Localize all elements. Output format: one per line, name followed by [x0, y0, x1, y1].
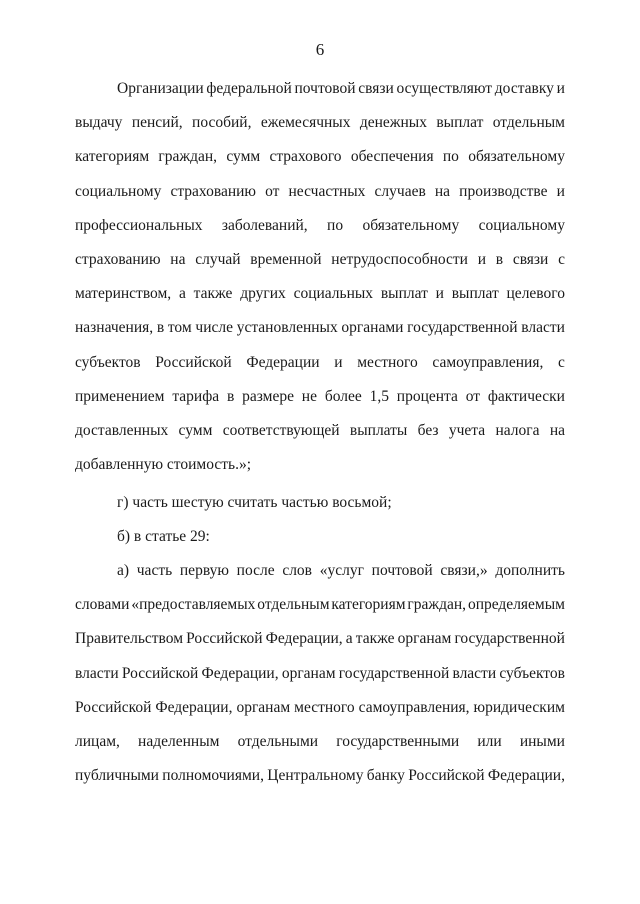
paragraph-line: лицам, наделенным отдельными государственными или иными: [75, 733, 565, 750]
paragraph-line: социальному страхованию от несчастных случаев на производстве и: [75, 182, 565, 200]
paragraph-line: словами «предоставляемых отдельным категориям граждан, определяемым: [75, 596, 565, 614]
paragraph-line: субъектов Российской Федерации и местного самоуправления, с: [75, 353, 565, 371]
paragraph-line: применением тарифа в размере не более 1,5 процента от фактически: [75, 387, 565, 405]
paragraph-line: Правительством Российской Федерации, а также органам государственной: [75, 630, 565, 648]
paragraph-line: профессиональных заболеваний, по обязательному социальному: [75, 216, 565, 234]
paragraph-line: власти Российской Федерации, органам государственной власти субъектов: [75, 664, 565, 682]
paragraph-line: публичными полномочиями, Центральному банку Российской Федерации,: [75, 767, 565, 785]
paragraph-line: Организации федеральной почтовой связи осуществляют доставку и: [117, 80, 565, 97]
paragraph-line: категориям граждан, сумм страхового обеспечения по обязательному: [75, 148, 565, 166]
paragraph-line: а) часть первую после слов «услуг почтовой связи,» дополнить: [117, 562, 565, 579]
paragraph-line: Российской Федерации, органам местного самоуправления, юридическим: [75, 698, 565, 716]
paragraph-line: выдачу пенсий, пособий, ежемесячных денежных выплат отдельным: [75, 114, 565, 132]
paragraph-line: доставленных сумм соответствующей выплаты без учета налога на: [75, 422, 565, 439]
paragraph-line: добавленную стоимость.»;: [75, 456, 252, 474]
page-number: 6: [315, 40, 325, 59]
paragraph-line: страхованию на случай временной нетрудоспособности и в связи с: [75, 251, 565, 268]
paragraph-line: г) часть шестую считать частью восьмой;: [117, 494, 392, 511]
paragraph-line: назначения, в том числе установленных органами государственной власти: [75, 319, 565, 337]
paragraph-line: материнством, а также других социальных выплат и выплат целевого: [75, 285, 565, 303]
paragraph-line: б) в статье 29:: [117, 528, 210, 545]
